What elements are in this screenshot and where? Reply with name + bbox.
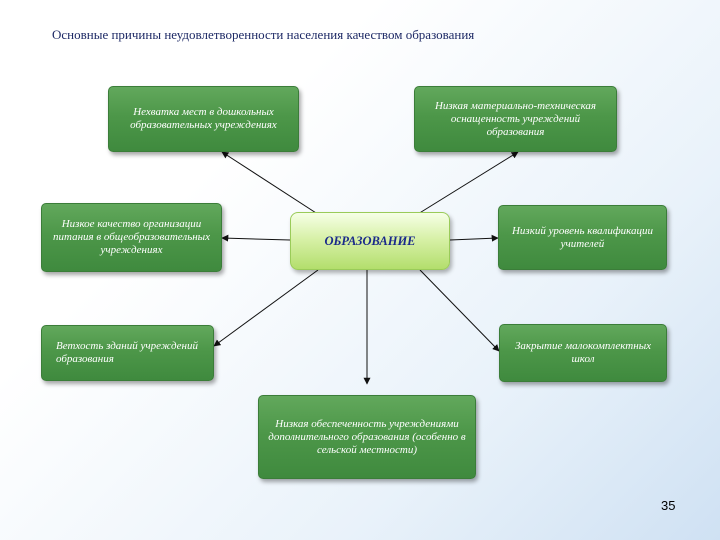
slide-title: Основные причины неудовлетворенности населения качеством образования (52, 27, 475, 42)
cause-buildings-box: Ветхость зданий учреждений образования (41, 325, 214, 381)
cause-material-box: Низкая материально-техническая оснащенность учреждений образования (414, 86, 617, 152)
cause-small-schools-box: Закрытие малокомплектных школ (499, 324, 667, 382)
cause-teachers-box: Низкий уровень квалификации учителей (498, 205, 667, 270)
arrow-to-teachers (450, 238, 498, 240)
cause-additional-box: Низкая обеспеченность учреждениями дополнительного образования (особенно в сельской местности) (258, 395, 476, 479)
arrow-to-buildings (214, 270, 318, 346)
cause-preschool-box: Нехватка мест в дошкольных образовательных учреждениях (108, 86, 299, 152)
cause-nutrition-box: Низкое качество организации питания в общеобразовательных учреждениях (41, 203, 222, 272)
arrow-to-nutrition (222, 238, 290, 240)
arrow-to-small-schools (420, 270, 499, 351)
page-number: 35 (661, 498, 676, 513)
center-node-education: ОБРАЗОВАНИЕ (290, 212, 450, 270)
